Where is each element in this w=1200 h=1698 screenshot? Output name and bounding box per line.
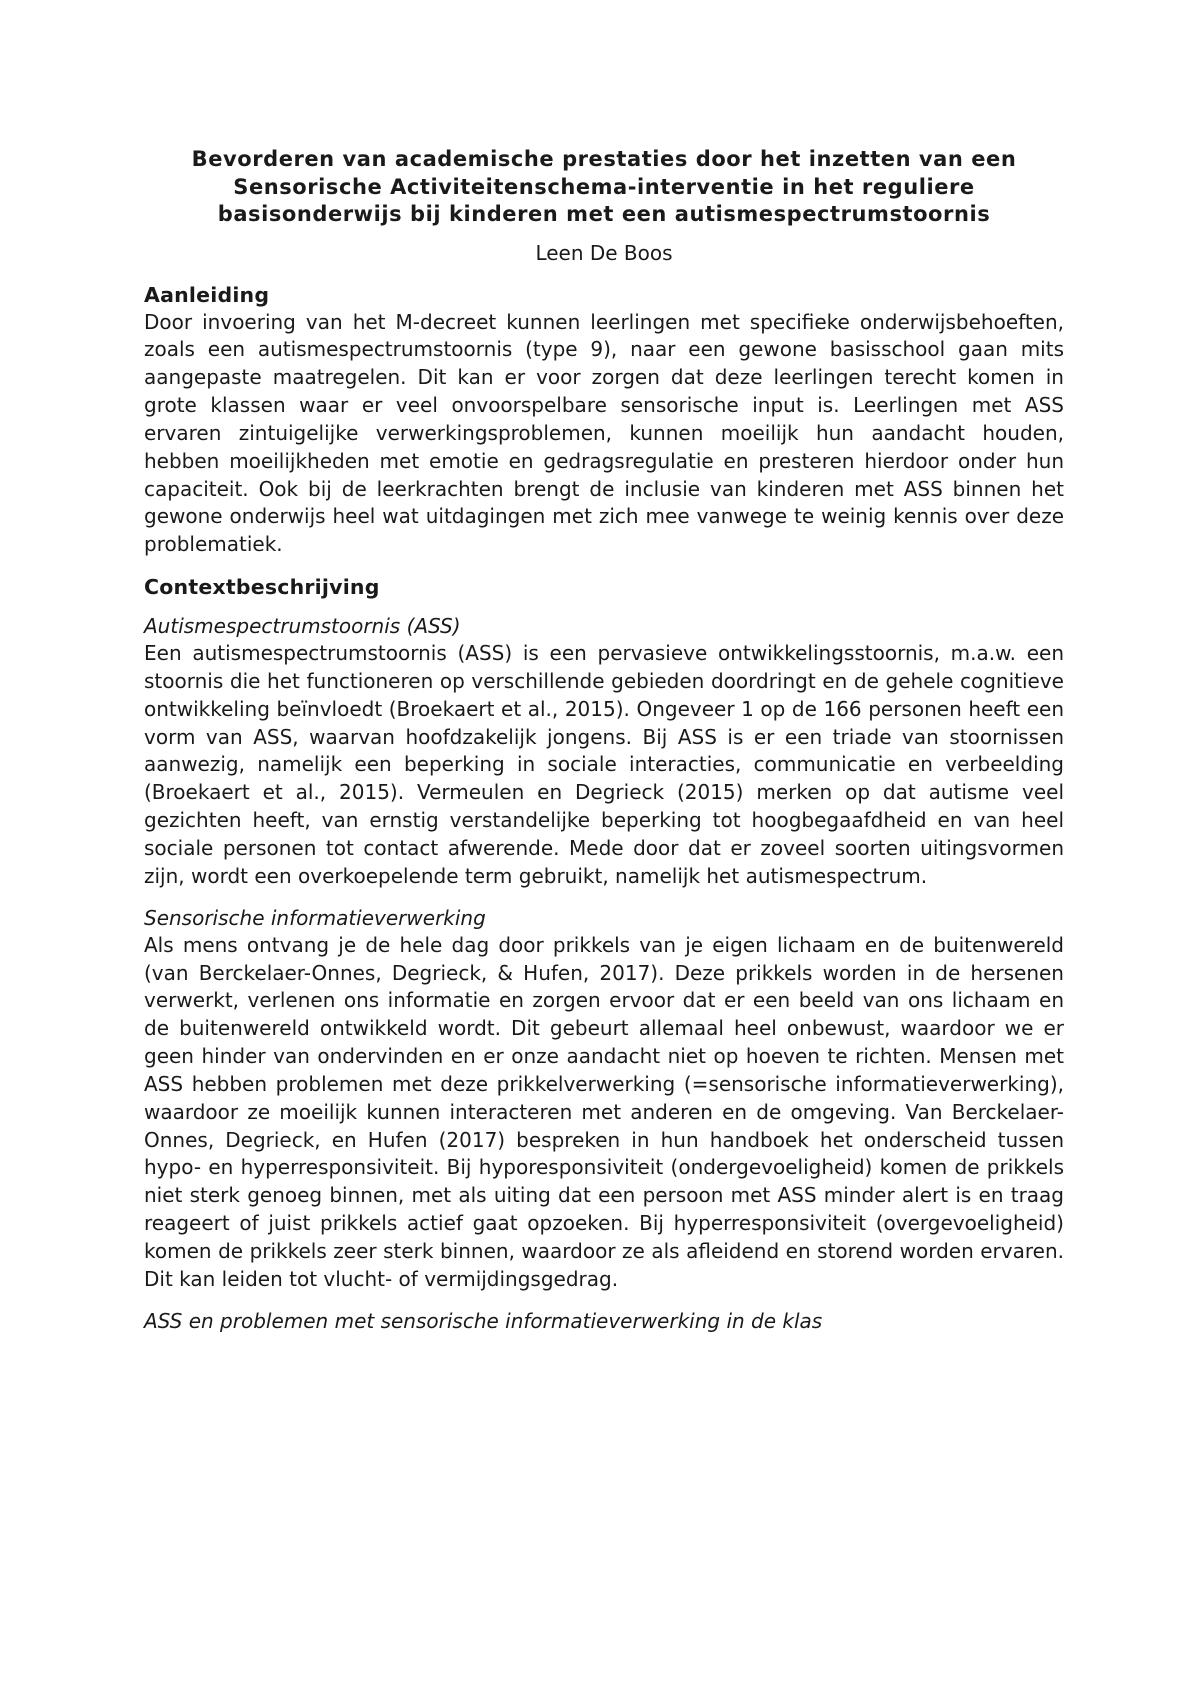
subheading-sensorische-informatieverwerking: Sensorische informatieverwerking	[144, 905, 486, 930]
document-title	[144, 146, 1064, 229]
paragraph-sensorische-informatieverwerking: Als mens ontvang je de hele dag door prikkels van je eigen lichaam en de buitenwereld (van Berckelaer-Onnes, Degrieck, & Hufen, 2017). Deze prikkels worden in de hersenen verwerkt, verlenen ons informatie en zorgen ervoor dat er een beeld van ons lichaam en de buitenwereld ontwikkeld wordt. Dit gebeurt allemaal heel onbewust, waardoor we er geen hinder van ondervinden en er onze aandacht niet op hoeven te richten. Mensen met ASS hebben problemen met deze prikkelverwerking (=sensorische informatieverwerking), waardoor ze moeilijk kunnen interacteren met anderen en de omgeving. Van Berckelaer-Onnes, Degrieck, en Hufen (2017) bespreken in hun handboek het onderscheid tussen hypo- en hyperresponsiviteit. Bij hyporesponsiviteit (ondergevoeligheid) komen de prikkels niet sterk genoeg binnen, met als uiting dat een persoon met ASS minder alert is en traag reageert of juist prikkels actief gaat opzoeken. Bij hyperresponsiviteit (overgevoeligheid) komen de prikkels zeer sterk binnen, waardoor ze als afleidend en storend worden ervaren. Dit kan leiden tot vlucht- of vermijdingsgedrag.	[144, 932, 1064, 1291]
paragraph-aanleiding: Door invoering van het M-decreet kunnen leerlingen met specifieke onderwijsbehoeften, zoals een autismespectrumstoornis (type 9), naar een gewone basisschool gaan mits aangepaste maatregelen. Dit kan er voor zorgen dat deze leerlingen terecht komen in grote klassen waar er veel onvoorspelbare sensorische input is. Leerlingen met ASS ervaren zintuigelijke verwerkingsproblemen, kunnen moeilijk hun aandacht houden, hebben moeilijkheden met emotie en gedragsregulatie en presteren hierdoor onder hun capaciteit. Ook bij de leerkrachten brengt de inclusie van kinderen met ASS binnen het gewone onderwijs heel wat uitdagingen met zich mee vanwege te weinig kennis over deze problematiek.	[144, 309, 1064, 557]
title-line: Sensorische Activiteitenschema-interventie in het reguliere	[233, 174, 975, 199]
paragraph-ass: Een autismespectrumstoornis (ASS) is een pervasieve ontwikkelingsstoornis, m.a.w. een stoornis die het functioneren op verschillende gebieden doordringt en de gehele cognitieve ontwikkeling beïnvloedt (Broekaert et al., 2015). Ongeveer 1 op de 166 personen heeft een vorm van ASS, waarvan hoofdzakelijk jongens. Bij ASS is er een triade van stoornissen aanwezig, namelijk een beperking in sociale interacties, communicatie en verbeelding (Broekaert et al., 2015). Vermeulen en Degrieck (2015) merken op dat autisme veel gezichten heeft, van ernstig verstandelijke beperking tot hoogbegaafdheid en van heel sociale personen tot contact afwerende. Mede door dat er zoveel soorten uitingsvormen zijn, wordt een overkoepelende term gebruikt, namelijk het autismespectrum.	[144, 641, 1064, 888]
section-heading-contextbeschrijving: Contextbeschrijving	[144, 575, 380, 600]
author-name: Leen De Boos	[535, 240, 673, 265]
title-line: Bevorderen van academische prestaties door het inzetten van een	[191, 147, 1017, 171]
subheading-ass-in-de-klas: ASS en problemen met sensorische informatieverwerking in de klas	[144, 1308, 823, 1333]
document-page	[144, 146, 1064, 1335]
section-heading-aanleiding: Aanleiding	[144, 282, 270, 307]
title-line: basisonderwijs bij kinderen met een autismespectrumstoornis	[217, 202, 991, 226]
subheading-ass: Autismespectrumstoornis (ASS)	[144, 614, 461, 639]
